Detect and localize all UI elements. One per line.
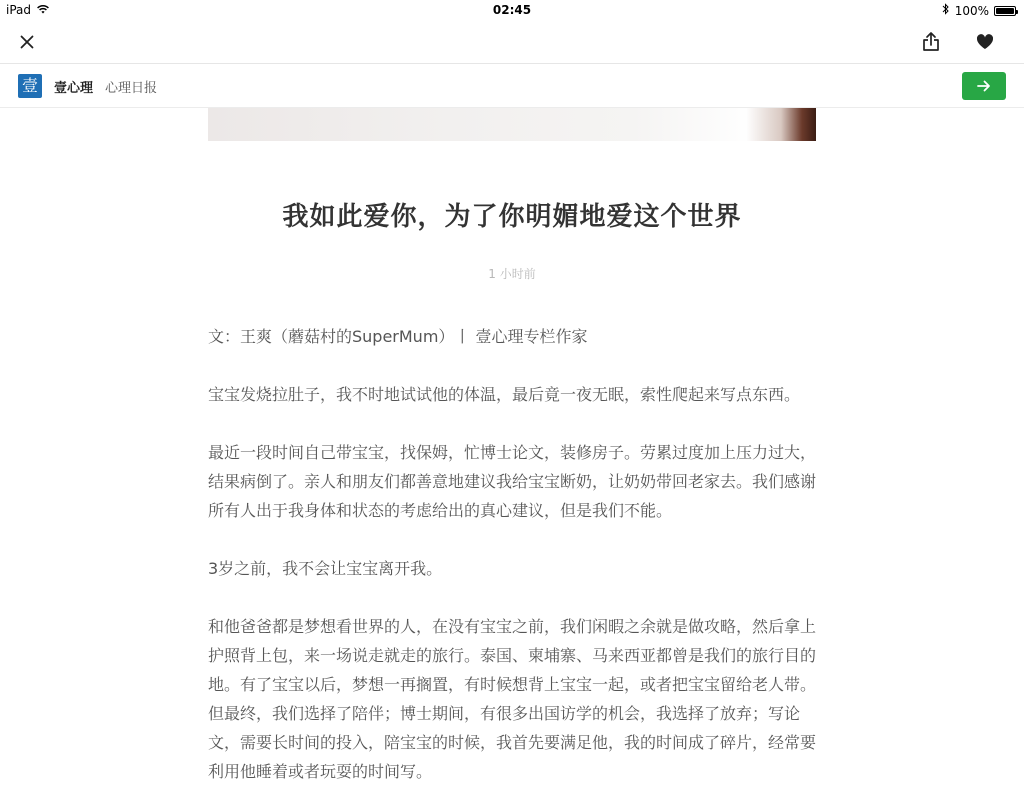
article-body [208,322,816,786]
battery-fill [996,8,1014,14]
share-button[interactable] [919,30,943,54]
battery-icon [994,6,1016,16]
status-bar [0,0,1024,20]
open-publisher-button[interactable] [962,72,1006,100]
publisher-logo[interactable]: 壹 [18,74,42,98]
top-toolbar [0,20,1024,64]
article-paragraph: 宝宝发烧拉肚子，我不时地试试他的体温，最后竟一夜无眠，索性爬起来写点东西。 [208,385,801,404]
bluetooth-icon [942,3,950,18]
publisher-section[interactable]: 心理日报 [105,81,158,96]
share-icon [922,32,940,52]
close-icon [20,35,34,49]
device-label: iPad [6,3,32,17]
publisher-name[interactable]: 壹心理 [54,81,94,96]
arrow-right-icon [977,80,991,92]
close-button[interactable] [15,30,39,54]
article-paragraph: 和他爸爸都是梦想看世界的人，在没有宝宝之前，我们闲暇之余就是做攻略，然后拿上护照背上包，来一场说走就走的旅行。泰国、柬埔寨、马来西亚都曾是我们的旅行目的地。有了宝宝以后，梦想一再搁置，有时候想背上宝宝一起，或者把宝宝留给老人带。但最终，我们选择了陪伴；博士期间，有很多出国访学的机会，我选择了放弃；写论文，需要长时间的投入，陪宝宝的时候，我首先要满足他，我的时间成了碎片，经常要利用他睡着或者玩耍的时间写。 [208,617,817,781]
hero-image [208,108,816,141]
hero-image-detail [746,108,816,141]
heart-icon [976,34,994,50]
article-time: 1 小时前 [488,267,536,281]
article-title: 我如此爱你，为了你明媚地爱这个世界 [282,202,742,232]
article-paragraph: 3岁之前，我不会让宝宝离开我。 [208,559,443,578]
publisher-bar [0,64,1024,108]
favorite-button[interactable] [973,30,997,54]
battery-percent: 100% [954,3,989,18]
article-paragraph: 最近一段时间自己带宝宝，找保姆，忙博士论文，装修房子。劳累过度加上压力过大，结果病倒了。亲人和朋友们都善意地建议我给宝宝断奶，让奶奶带回老家去。我们感谢所有人出于我身体和状态的考虑给出的真心建议，但是我们不能。 [208,443,817,520]
status-right [942,3,1016,18]
article-paragraph: 文：王爽（蘑菇村的SuperMum）丨 壹心理专栏作家 [208,327,588,346]
article[interactable] [208,108,817,781]
clock: 02:45 [492,3,532,17]
